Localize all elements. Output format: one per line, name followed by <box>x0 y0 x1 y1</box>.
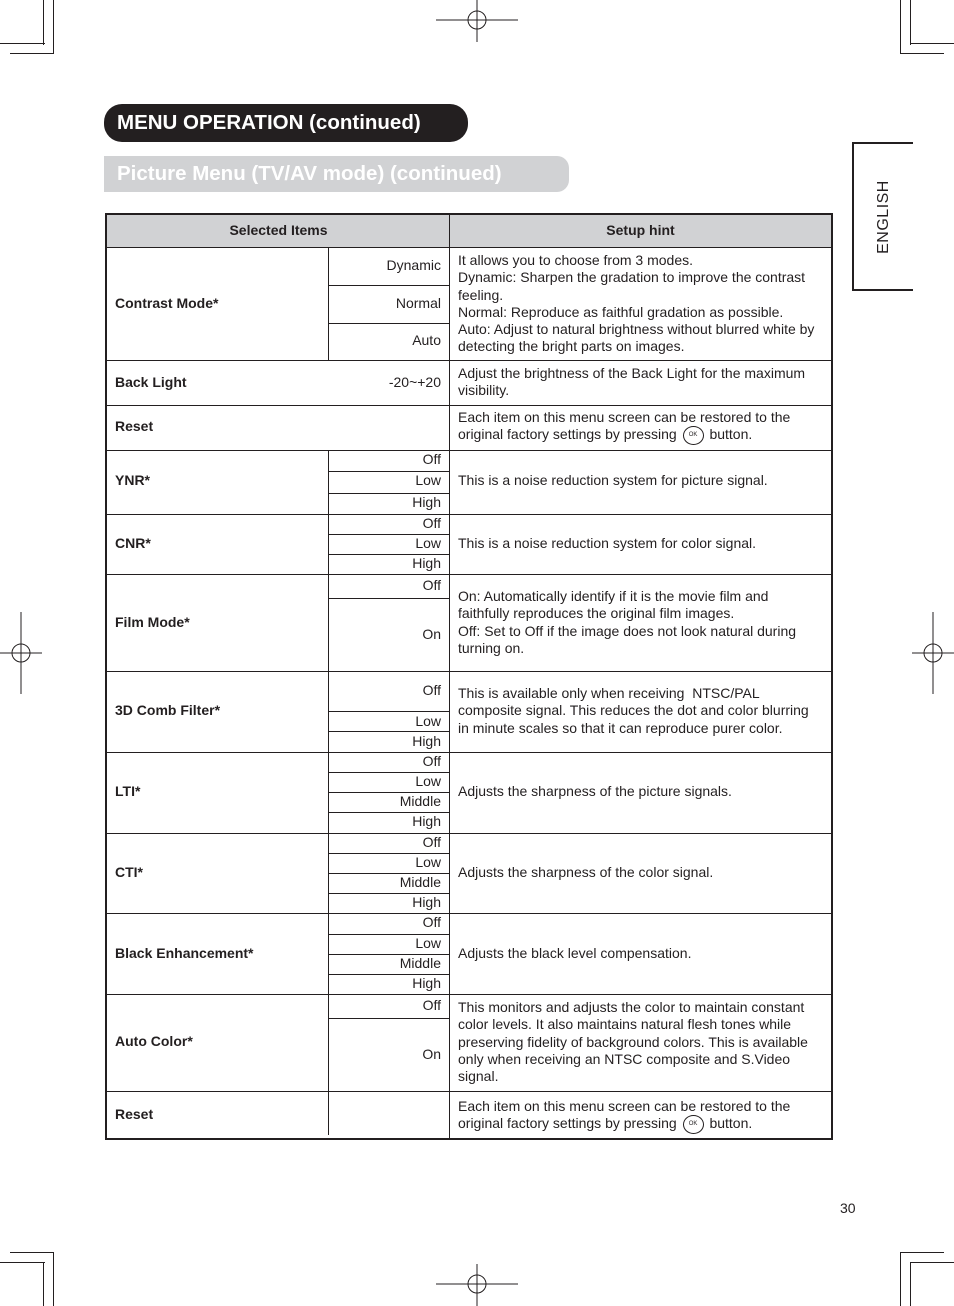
option-high: High <box>412 555 441 571</box>
hint-line: It allows you to choose from 3 modes. <box>458 252 693 268</box>
hint-text: Adjusts the sharpness of the color signal. <box>458 864 714 880</box>
hint-line: Each item on this menu screen can be restored to the <box>458 409 791 425</box>
crop-mark <box>53 0 54 54</box>
hint-line: Auto: Adjust to natural brightness without blurred white by <box>458 321 815 338</box>
back-light-range: -20~+20 <box>388 374 441 390</box>
page-number: 30 <box>840 1200 856 1216</box>
ok-button-icon: OK <box>683 1115 704 1134</box>
registration-mark-icon <box>436 1264 518 1306</box>
option-on: On <box>422 1046 441 1062</box>
row-label-cti: CTI* <box>115 864 143 880</box>
crop-mark <box>53 1252 54 1306</box>
row-divider <box>107 574 831 575</box>
hint-text <box>458 1098 790 1134</box>
crop-mark <box>900 1252 944 1253</box>
hint-line <box>458 1115 790 1134</box>
row-divider <box>107 913 831 914</box>
option-off: Off <box>422 515 441 531</box>
crop-mark <box>43 1262 44 1306</box>
hint-fragment: button. <box>709 1115 753 1132</box>
crop-mark <box>10 53 54 54</box>
row-divider <box>107 247 831 248</box>
hint-line <box>458 426 790 445</box>
option-middle: Middle <box>399 955 441 971</box>
row-label-reset: Reset <box>115 1106 154 1122</box>
option-divider <box>328 1018 449 1019</box>
row-label-3d-comb-filter: 3D Comb Filter* <box>115 702 221 718</box>
column-divider <box>449 215 450 1138</box>
row-label-ynr: YNR* <box>115 472 151 488</box>
hint-line: composite signal. This reduces the dot and color blurring <box>458 702 809 719</box>
option-off: Off <box>422 577 441 593</box>
row-label-back-light: Back Light <box>115 374 187 390</box>
option-divider <box>328 598 449 599</box>
option-low: Low <box>415 854 441 870</box>
option-off: Off <box>422 997 441 1013</box>
hint-line: Dynamic: Sharpen the gradation to improve the contrast <box>458 269 806 286</box>
row-divider <box>107 833 831 834</box>
hint-text: This is a noise reduction system for color signal. <box>458 535 757 551</box>
option-high: High <box>412 813 441 829</box>
hint-line: On: Automatically identify if it is the movie film and <box>458 588 769 604</box>
option-middle: Middle <box>399 793 441 809</box>
row-label-cnr: CNR* <box>115 535 151 551</box>
option-low: Low <box>415 535 441 551</box>
hint-line: detecting the bright parts on images. <box>458 338 685 355</box>
hint-line: visibility. <box>458 382 510 399</box>
crop-mark <box>0 43 45 44</box>
hint-text <box>458 252 814 356</box>
hint-line: This is available only when receiving NTSC/PAL <box>458 685 760 701</box>
crop-mark <box>10 1252 54 1253</box>
option-off: Off <box>422 682 441 698</box>
language-tab <box>852 142 913 291</box>
option-auto: Auto <box>412 332 441 348</box>
row-label-lti: LTI* <box>115 783 141 799</box>
row-divider <box>107 671 831 672</box>
crop-mark <box>43 0 44 45</box>
hint-line: color levels. It also maintains natural flesh tones while <box>458 1016 792 1033</box>
crop-mark <box>900 0 901 54</box>
hint-line: Off: Set to Off if the image does not look natural during <box>458 622 797 639</box>
settings-table <box>105 213 833 1140</box>
row-divider <box>107 752 831 753</box>
hint-text: This is a noise reduction system for picture signal. <box>458 472 768 488</box>
hint-text <box>458 588 796 657</box>
option-divider <box>328 323 449 324</box>
row-divider <box>107 450 831 451</box>
hint-text <box>458 365 805 400</box>
column-header-items: Selected Items <box>229 222 328 238</box>
hint-fragment: original factory settings by pressing <box>458 1115 677 1132</box>
column-header-hint: Setup hint <box>606 222 675 238</box>
option-on: On <box>422 626 441 642</box>
hint-line: only when receiving an NTSC composite and S.Video <box>458 1050 791 1067</box>
hint-text <box>458 999 808 1085</box>
registration-mark-icon <box>436 0 518 42</box>
row-label-black-enhancement: Black Enhancement* <box>115 945 254 961</box>
row-divider <box>107 1091 831 1092</box>
hint-line: faithfully reproduces the original film images. <box>458 605 735 622</box>
option-high: High <box>412 975 441 991</box>
hint-text <box>458 685 809 737</box>
language-tab-label: ENGLISH <box>874 179 892 254</box>
registration-mark-icon <box>0 612 42 694</box>
row-label-contrast-mode: Contrast Mode* <box>115 295 219 311</box>
row-divider <box>107 514 831 515</box>
section-title: MENU OPERATION (continued) <box>104 104 468 142</box>
hint-line: preserving fidelity of background colors. This is available <box>458 1033 808 1050</box>
option-off: Off <box>422 834 441 850</box>
hint-line: Normal: Reproduce as faithful gradation as possible. <box>458 303 784 320</box>
hint-fragment: button. <box>709 426 753 443</box>
hint-text: Adjusts the black level compensation. <box>458 945 692 961</box>
option-off: Off <box>422 914 441 930</box>
hint-text <box>458 409 790 445</box>
crop-mark <box>910 1262 911 1306</box>
crop-mark <box>0 1262 45 1263</box>
option-off: Off <box>422 753 441 769</box>
crop-mark <box>910 1262 954 1263</box>
crop-mark <box>910 0 911 45</box>
hint-line: This monitors and adjusts the color to maintain constant <box>458 999 805 1015</box>
row-label-auto-color: Auto Color* <box>115 1033 193 1049</box>
ok-button-icon: OK <box>683 426 704 445</box>
row-divider <box>107 405 831 406</box>
option-high: High <box>412 894 441 910</box>
option-divider <box>328 285 449 286</box>
row-label-reset: Reset <box>115 418 154 434</box>
option-low: Low <box>415 935 441 951</box>
hint-line: feeling. <box>458 286 504 303</box>
row-divider <box>107 994 831 995</box>
hint-line: Adjust the brightness of the Back Light for the maximum <box>458 365 806 381</box>
section-subtitle: Picture Menu (TV/AV mode) (continued) <box>104 156 569 192</box>
row-divider <box>107 360 831 361</box>
option-low: Low <box>415 773 441 789</box>
option-normal: Normal <box>395 295 441 311</box>
option-off: Off <box>422 451 441 467</box>
option-divider <box>328 711 449 712</box>
option-middle: Middle <box>399 874 441 890</box>
option-low: Low <box>415 472 441 488</box>
hint-text: Adjusts the sharpness of the picture signals. <box>458 783 732 799</box>
hint-line: in minute scales so that it can reproduce purer color. <box>458 719 783 736</box>
hint-fragment: original factory settings by pressing <box>458 426 677 443</box>
hint-line: signal. <box>458 1068 499 1085</box>
hint-line: turning on. <box>458 639 525 656</box>
crop-mark <box>900 53 944 54</box>
row-label-film-mode: Film Mode* <box>115 614 190 630</box>
option-divider <box>328 731 449 732</box>
hint-line: Each item on this menu screen can be restored to the <box>458 1098 791 1114</box>
crop-mark <box>900 1252 901 1306</box>
registration-mark-icon <box>912 612 954 694</box>
option-high: High <box>412 733 441 749</box>
option-low: Low <box>415 713 441 729</box>
option-high: High <box>412 494 441 510</box>
crop-mark <box>910 43 954 44</box>
option-dynamic: Dynamic <box>386 257 441 273</box>
